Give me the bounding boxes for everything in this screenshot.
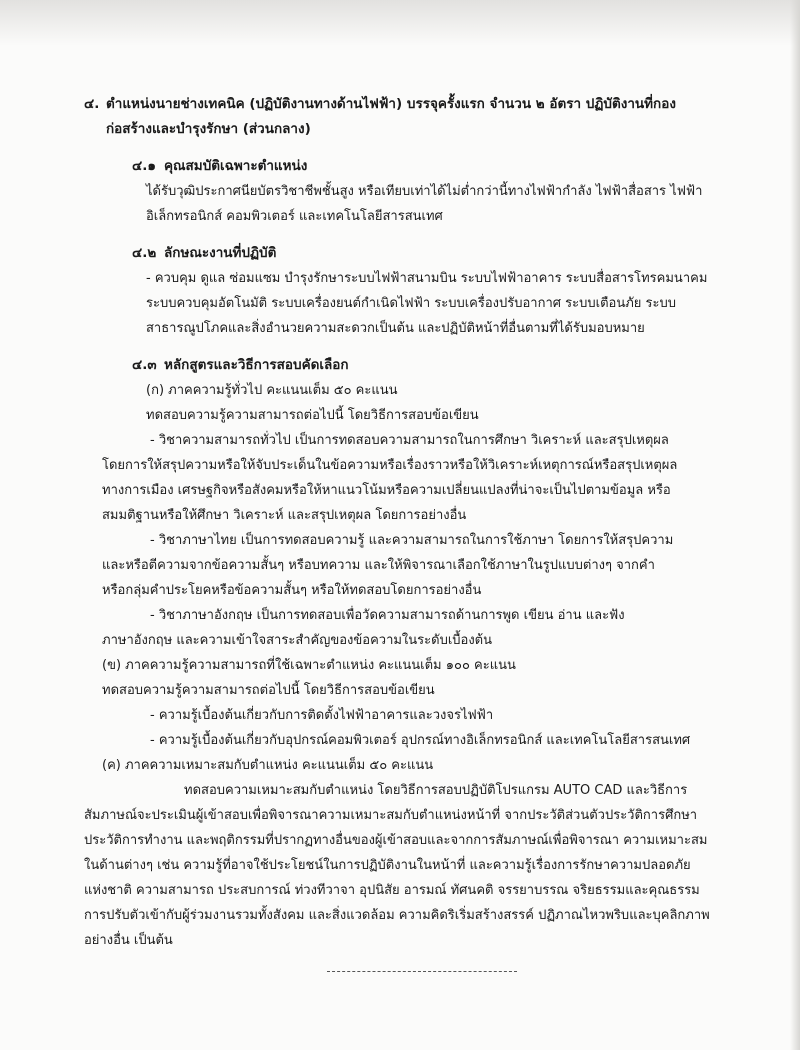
- section-4-1-line: ได้รับวุฒิประกาศนียบัตรวิชาชีพชั้นสูง หรือเทียบเท่าได้ไม่ต่ำกว่านี้ทางไฟฟ้ากำลัง ไฟฟ้าสื่อสาร ไฟฟ้า: [146, 184, 703, 199]
- part-b-label: (ข) ภาคความรู้ความสามารถที่ใช้เฉพาะตำแหน่ง คะแนนเต็ม ๑๐๐ คะแนน: [102, 658, 516, 673]
- section-4-2-line: ระบบควบคุมอัตโนมัติ ระบบเครื่องยนต์กำเนิดไฟฟ้า ระบบเครื่องปรับอากาศ ระบบเตือนภัย ระบบ: [146, 296, 676, 311]
- part-b-item2: - ความรู้เบื้องต้นเกี่ยวกับอุปกรณ์คอมพิวเตอร์ อุปกรณ์ทางอิเล็กทรอนิกส์ และเทคโนโลยีสารสนเทศ: [150, 733, 691, 748]
- part-c-line: ทดสอบความเหมาะสมกับตำแหน่ง โดยวิธีการสอบปฏิบัติโปรแกรม AUTO CAD และวิธีการ: [184, 783, 688, 798]
- section-4-2: [84, 241, 740, 341]
- section-4-1-heading: [132, 154, 740, 179]
- section-4-2-line: - ควบคุม ดูแล ซ่อมแซม บำรุงรักษาระบบไฟฟ้าสนามบิน ระบบไฟฟ้าอาคาร ระบบสื่อสารโทรคมนาคม: [146, 271, 708, 286]
- part-a-label: (ก) ภาคความรู้ทั่วไป คะแนนเต็ม ๕๐ คะแนน: [146, 383, 398, 398]
- section-4-2-heading: [132, 241, 740, 266]
- part-a-intro: ทดสอบความรู้ความสามารถต่อไปนี้ โดยวิธีการสอบข้อเขียน: [146, 408, 479, 423]
- section-4-number: ๔.: [84, 96, 100, 112]
- part-a-item1-line: - วิชาความสามารถทั่วไป เป็นการทดสอบความสามารถในการศึกษา วิเคราะห์ และสรุปเหตุผล: [150, 433, 669, 448]
- section-4-1-number: ๔.๑: [132, 158, 156, 174]
- part-a-item1-line: สมมติฐานหรือให้ศึกษา วิเคราะห์ และสรุปเหตุผล โดยการอย่างอื่น: [102, 508, 467, 523]
- part-c-line: การปรับตัวเข้ากับผู้ร่วมงานรวมทั้งสังคม และสิ่งแวดล้อม ความคิดริเริ่มสร้างสรรค์ ปฏิภาณไหวพริบและบุคลิกภาพ: [84, 908, 710, 923]
- section-4-1-line: อิเล็กทรอนิกส์ คอมพิวเตอร์ และเทคโนโลยีสารสนเทศ: [146, 209, 443, 224]
- part-b-intro: ทดสอบความรู้ความสามารถต่อไปนี้ โดยวิธีการสอบข้อเขียน: [102, 683, 435, 698]
- part-b-item1: - ความรู้เบื้องต้นเกี่ยวกับการติดตั้งไฟฟ้าอาคารและวงจรไฟฟ้า: [150, 708, 494, 723]
- part-a-item3-line: - วิชาภาษาอังกฤษ เป็นการทดสอบเพื่อวัดความสามารถด้านการพูด เขียน อ่าน และฟัง: [150, 608, 625, 623]
- part-c-label: (ค) ภาคความเหมาะสมกับตำแหน่ง คะแนนเต็ม ๕๐ คะแนน: [102, 758, 434, 773]
- section-4-3: [84, 353, 740, 778]
- section-4-2-line: สาธารณูปโภคและสิ่งอำนวยความสะดวกเป็นต้น และปฏิบัติหน้าที่อื่นตามที่ได้รับมอบหมาย: [146, 321, 645, 336]
- section-4-title-line2: ก่อสร้างและบำรุงรักษา (ส่วนกลาง): [106, 121, 311, 137]
- part-a-item2-line: หรือกลุ่มคำประโยคหรือข้อความสั้นๆ หรือให้ทดสอบโดยการอย่างอื่น: [102, 583, 482, 598]
- part-c-line: สัมภาษณ์จะประเมินผู้เข้าสอบเพื่อพิจารณาความเหมาะสมกับตำแหน่งหน้าที่ จากประวัติส่วนตัวประวัติการศึกษา: [84, 808, 698, 823]
- section-4-3-heading: [132, 353, 740, 378]
- section-4-1: [84, 154, 740, 229]
- part-a-item1-line: โดยการให้สรุปความหรือให้จับประเด็นในข้อความหรือเรื่องราวหรือให้วิเคราะห์เหตุการณ์หรือสรุปเหตุผล: [102, 458, 678, 473]
- section-4-3-number: ๔.๓: [132, 357, 157, 373]
- part-a-item2-line: - วิชาภาษาไทย เป็นการทดสอบความรู้ และความสามารถในการใช้ภาษา โดยการให้สรุปความ: [150, 533, 674, 548]
- section-4-title-line1: ตำแหน่งนายช่างเทคนิค (ปฏิบัติงานทางด้านไฟฟ้า) บรรจุครั้งแรก จำนวน ๒ อัตรา ปฏิบัติงานที่กอง: [106, 96, 676, 112]
- part-c-line: แห่งชาติ ความสามารถ ประสบการณ์ ท่วงทีวาจา อุปนิสัย อารมณ์ ทัศนคติ จรรยาบรรณ จริยธรรมและคุณธรรม: [84, 883, 700, 898]
- section-4-3-title: หลักสูตรและวิธีการสอบคัดเลือก: [164, 357, 349, 373]
- section-4-2-title: ลักษณะงานที่ปฏิบัติ: [164, 245, 277, 261]
- section-4-2-number: ๔.๒: [132, 245, 157, 261]
- part-c-line: อย่างอื่น เป็นต้น: [84, 933, 173, 948]
- part-c-line: ในด้านต่างๆ เช่น ความรู้ที่อาจใช้ประโยชน์ในการปฏิบัติงานในหน้าที่ และความรู้เรื่องการรักษาความปลอดภัย: [84, 858, 691, 873]
- section-4-heading: [84, 92, 740, 117]
- part-a-item3-line: ภาษาอังกฤษ และความเข้าใจสาระสำคัญของข้อความในระดับเบื้องต้น: [102, 633, 493, 648]
- part-a-item1-line: ทางการเมือง เศรษฐกิจหรือสังคมหรือให้หาแนวโน้มหรือความเปลี่ยนแปลงที่น่าจะเป็นไปตามข้อมูล หรือ: [102, 483, 671, 498]
- end-separator: [327, 971, 517, 972]
- section-4-1-title: คุณสมบัติเฉพาะตำแหน่ง: [164, 158, 308, 174]
- part-a-item2-line: และหรือตีความจากข้อความสั้นๆ หรือบทความ และให้พิจารณาเลือกใช้ภาษาในรูปแบบต่างๆ จากคำ: [102, 558, 655, 573]
- part-c-line: ประวัติการทำงาน และพฤติกรรมที่ปรากฏทางอื่นของผู้เข้าสอบและจากการสัมภาษณ์เพื่อพิจารณา ความเหมาะสม: [84, 833, 708, 848]
